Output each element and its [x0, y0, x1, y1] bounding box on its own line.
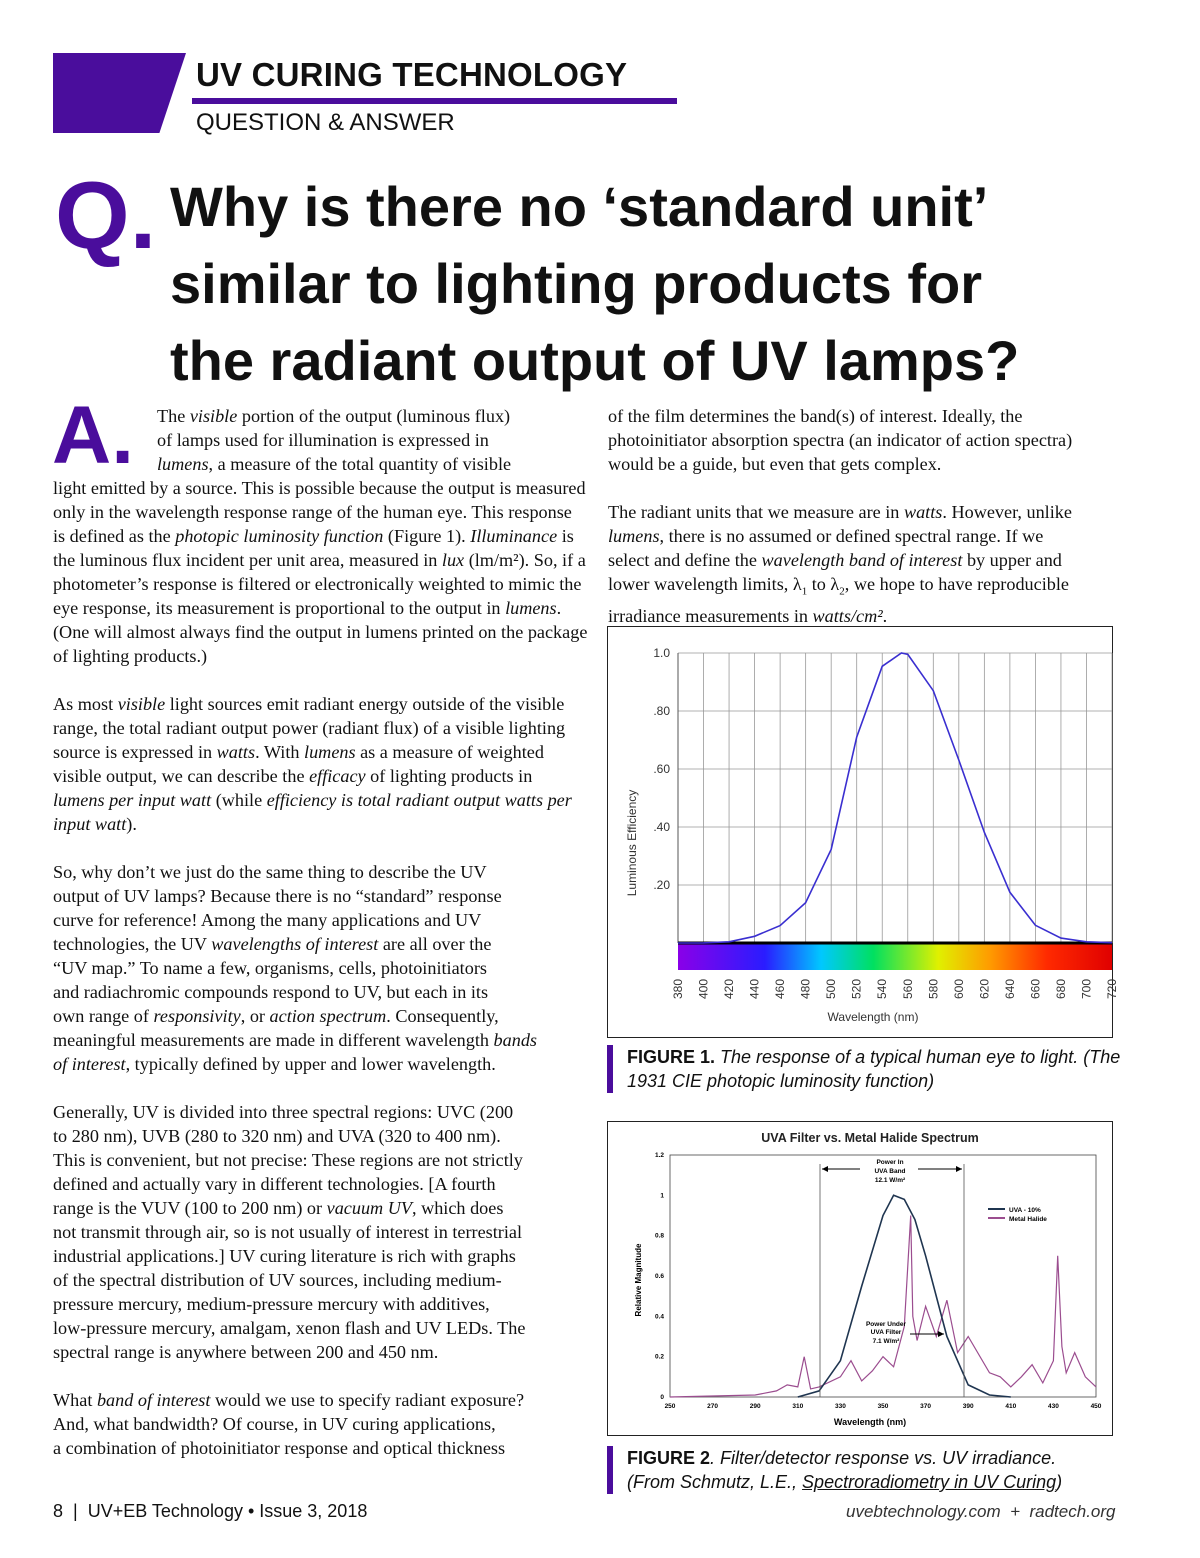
- x-tick-label: 660: [1028, 979, 1043, 1000]
- annotation-7w: 7.1 W/m²: [872, 1338, 900, 1345]
- annotation-uva-band: UVA Band: [874, 1168, 906, 1175]
- question-heading: [170, 168, 1130, 399]
- y-axis-label: Relative Magnitude: [634, 1243, 643, 1317]
- annotation-power-under: Power Under: [865, 1321, 907, 1328]
- x-tick-label: 290: [749, 1403, 761, 1410]
- uva-filter-chart: [608, 1122, 1111, 1434]
- plot-frame: [670, 1155, 1096, 1397]
- paragraph: lumens, a measure of the total quantity of visible: [157, 454, 512, 474]
- x-tick-label: 700: [1079, 979, 1094, 1000]
- x-tick-label: 520: [849, 979, 864, 1000]
- x-tick-label: 600: [951, 979, 966, 1000]
- annotation-12w: 12.1 W/m²: [874, 1177, 906, 1184]
- y-axis-label: Luminous Efficiency: [625, 789, 639, 897]
- y-tick-label: .20: [653, 878, 670, 892]
- x-tick-label: 310: [792, 1403, 804, 1410]
- figure-1-chart: [607, 626, 1119, 1038]
- x-tick-label: 680: [1053, 979, 1068, 1000]
- x-tick-label: 640: [1002, 979, 1017, 1000]
- x-tick-label: 400: [696, 979, 711, 1000]
- x-tick-label: 370: [920, 1403, 932, 1410]
- x-tick-label: 620: [977, 979, 992, 1000]
- header-rule: [192, 98, 677, 104]
- paragraph: The visible portion of the output (luminous flux): [157, 406, 511, 426]
- luminosity-chart: [608, 627, 1119, 1036]
- caption-link[interactable]: Spectroradiometry in UV Curing: [802, 1472, 1057, 1492]
- x-tick-label: 380: [671, 979, 685, 1000]
- y-tick-label: 0.6: [654, 1273, 664, 1280]
- x-tick-label: 580: [926, 979, 941, 1000]
- y-tick-label: 1.0: [653, 646, 670, 660]
- question-letter: Q.: [55, 162, 157, 269]
- caption-text: . Filter/detector response vs. UV irradiance.: [710, 1448, 1057, 1468]
- x-tick-label: 540: [875, 979, 890, 1000]
- section-subtitle: QUESTION & ANSWER: [196, 109, 455, 136]
- figure-2-chart: [607, 1121, 1113, 1436]
- y-tick-label: 0: [660, 1394, 664, 1401]
- x-tick-label: 480: [798, 979, 813, 1000]
- annotation-power-in: Power In: [876, 1159, 904, 1166]
- header-accent-block: [53, 53, 186, 133]
- answer-column-right: [608, 404, 1133, 628]
- x-tick-label: 560: [900, 979, 915, 1000]
- y-tick-label: 0.4: [654, 1313, 664, 1321]
- answer-column-left: [53, 404, 588, 1460]
- x-tick-label: 350: [877, 1403, 889, 1410]
- paragraph: of lamps used for illumination is expressed in: [157, 430, 489, 450]
- x-tick-label: 450: [1090, 1403, 1102, 1410]
- x-tick-label: 440: [747, 979, 762, 1000]
- question-line: similar to lighting products for: [170, 252, 982, 315]
- luminosity-curve: [678, 653, 1112, 943]
- x-tick-label: 330: [834, 1403, 846, 1410]
- footer-page-info: 8 | UV+EB Technology • Issue 3, 2018: [53, 1501, 368, 1521]
- y-tick-label: 0.8: [654, 1232, 664, 1240]
- paragraph: As most visible light sources emit radiant energy outside of the visible range, the total radiant output power (radiant flux) of a visible lighting source is expressed in watts. With lumens as a measure of weighted visible output, we can describe the efficacy of lighting products in lumens per input watt (while efficiency is total radiant output watts per input watt).: [53, 694, 572, 834]
- caption-end: ): [1056, 1472, 1063, 1492]
- x-axis-label: Wavelength (nm): [827, 1010, 919, 1024]
- paragraph: The radiant units that we measure are in watts. However, unlike lumens, there is no assumed or defined spectral range. If we select and define the wavelength band of interest by upper and lower wavelength limits, $\lambda_1$ to $\lambda_2$, we hope to have reproducible irradiance measurements in watts/cm².: [608, 502, 1072, 626]
- figure-1-caption: [607, 1045, 1147, 1093]
- x-tick-label: 250: [664, 1403, 676, 1410]
- paragraph: Generally, UV is divided into three spectral regions: UVC (200 to 280 nm), UVB (280 to 320 nm) and UVA (320 to 400 nm). This is convenient, but not precise: These regions are not strictly defined and actually vary in different technologies. [A fourth range is the VUV (100 to 200 nm) or vacuum UV, which does not transmit through air, so is not usually of interest in terrestrial industrial applications.] UV curing literature is rich with graphs of the spectral distribution of UV sources, including medium- pressure mercury, medium-pressure mercury with additives, low-pressure mercury, amalgam, xenon flash and UV LEDs. The spectral range is anywhere between 200 and 450 nm.: [53, 1102, 526, 1362]
- annotation-uva-filter: UVA Filter: [870, 1329, 902, 1336]
- visible-spectrum-band: [678, 943, 1112, 970]
- y-tick-label: .40: [653, 820, 670, 834]
- legend: [988, 1207, 1047, 1223]
- chart-title: UVA Filter vs. Metal Halide Spectrum: [761, 1131, 979, 1145]
- x-tick-label: 390: [962, 1403, 974, 1410]
- paragraph: So, why don’t we just do the same thing to describe the UV output of UV lamps? Because there is no “standard” response curve for reference! Among the many applications and UV technologies, the UV wavelengths of interest are all over the “UV map.” To name a few, organisms, cells, photoinitiators and radiachromic compounds respond to UV, but each in its own range of responsivity, or action spectrum. Consequently, meaningful measurements are made in different wavelength bands of interest, typically defined by upper and lower wavelength.: [53, 862, 537, 1074]
- x-tick-label: 460: [773, 979, 788, 1000]
- uva-filter-series: [798, 1195, 1011, 1397]
- legend-uva: UVA - 10%: [1009, 1207, 1041, 1214]
- x-tick-label: 410: [1005, 1403, 1017, 1410]
- x-tick-label: 500: [824, 979, 839, 1000]
- y-tick-label: 0.2: [654, 1353, 664, 1361]
- x-tick-label: 720: [1105, 979, 1119, 1000]
- x-tick-label: 420: [722, 979, 737, 1000]
- x-tick-label: 430: [1047, 1403, 1059, 1410]
- caption-label: FIGURE 1.: [627, 1047, 716, 1067]
- section-title: UV CURING TECHNOLOGY: [196, 56, 628, 93]
- x-tick-label: 270: [707, 1403, 719, 1410]
- answer-letter: A.: [52, 390, 134, 481]
- paragraph: What band of interest would we use to specify radiant exposure? And, what bandwidth? Of course, in UV curing applications, a combination of photoinitiator response and optical thickness: [53, 1390, 525, 1458]
- metal-halide-series: [670, 1216, 1096, 1398]
- caption-label: FIGURE 2: [627, 1448, 711, 1468]
- y-tick-label: 1.2: [654, 1152, 664, 1159]
- caption-source: (From Schmutz, L.E.,: [627, 1472, 803, 1492]
- y-tick-label: 1: [660, 1192, 664, 1200]
- figure-2-caption: [607, 1446, 1147, 1494]
- caption-text: The response of a typical human eye to light. (The 1931 CIE photopic luminosity function): [627, 1047, 1121, 1091]
- question-line: Why is there no ‘standard unit’: [170, 175, 989, 238]
- paragraph: light emitted by a source. This is possible because the output is measured only in the wavelength response range of the human eye. This response is defined as the photopic luminosity function (Figure 1). Illuminance is the luminous flux incident per unit area, measured in lux (lm/m²). So, if a photometer’s response is filtered or electronically weighted to mimic the eye response, its measurement is proportional to the output in lumens. (One will almost always find the output in lumens printed on the package of lighting products.): [53, 478, 588, 666]
- question-line: the radiant output of UV lamps?: [170, 329, 1020, 392]
- x-axis-label: Wavelength (nm): [833, 1417, 907, 1427]
- paragraph: of the film determines the band(s) of interest. Ideally, the photoinitiator absorption spectra (an indicator of action spectra) would be a guide, but even that gets complex.: [608, 406, 1073, 474]
- y-tick-label: .60: [653, 762, 670, 776]
- footer-websites: uvebtechnology.com + radtech.org: [846, 1502, 1116, 1521]
- legend-metal-halide: Metal Halide: [1009, 1216, 1047, 1223]
- y-tick-label: .80: [653, 704, 670, 718]
